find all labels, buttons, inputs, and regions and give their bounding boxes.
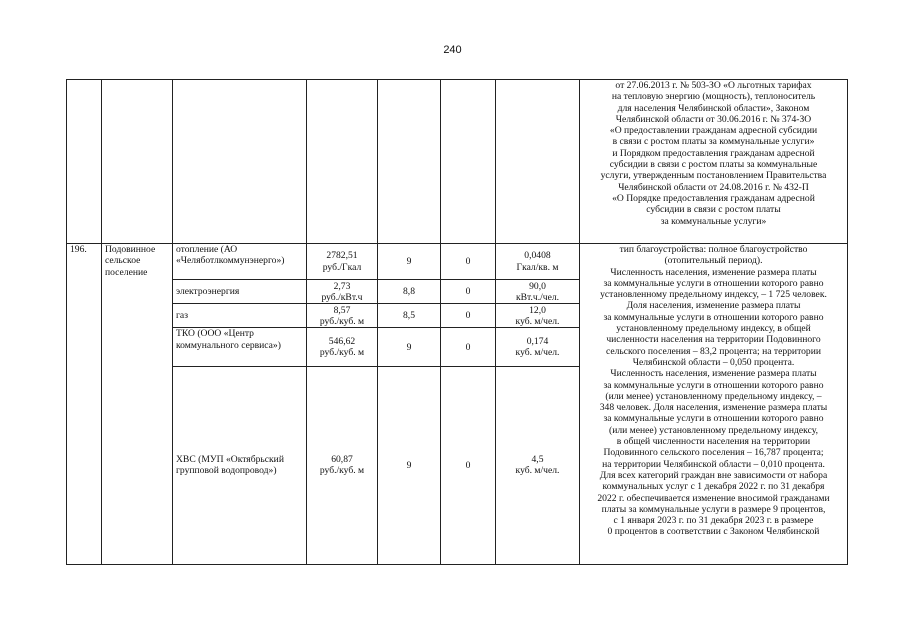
tariff-cell	[307, 304, 378, 328]
legal-line: услуги, утвержденным постановлением Правительства	[600, 170, 827, 182]
tariff-cell	[307, 244, 378, 280]
desc-line: Доля населения, изменение размера платы	[626, 300, 801, 312]
norm-value: 4,5	[531, 454, 544, 466]
index-value: 9	[378, 244, 441, 280]
desc-line: платы за коммунальные услуги в размере 9 процентов,	[601, 503, 826, 515]
tariff-unit: руб./куб. м	[319, 315, 365, 327]
desc-line: численности населения на территории Подовинного	[606, 334, 821, 346]
norm-unit: куб. м/чел.	[515, 465, 560, 477]
legal-line: на тепловую энергию (мощность), теплоноситель	[611, 91, 816, 103]
table-row	[67, 244, 848, 280]
legal-line: от 27.06.2013 г. № 503-ЗО «О льготных тарифах	[615, 80, 812, 91]
index-value: 9	[378, 328, 441, 366]
zero-value: 0	[441, 328, 496, 366]
desc-line: с 1 января 2023 г. по 31 декабря 2023 г. в размере	[613, 515, 814, 527]
desc-line: тип благоустройства: полное благоустройство	[619, 244, 808, 255]
service-name: отопление (АО «Челяботлкоммунэнерго»)	[173, 244, 307, 280]
desc-line: Численность населения, изменение размера платы	[610, 368, 817, 380]
desc-line: (или менее) установленному предельному индексу,	[609, 424, 818, 436]
norm-value: 12,0	[529, 304, 546, 316]
desc-line: Челябинской области – 0,050 процента.	[632, 356, 795, 368]
description-text	[582, 244, 845, 564]
service-name: электроэнергия	[173, 280, 307, 304]
service-name: ТКО (ООО «Центр коммунального сервиса»)	[173, 328, 307, 366]
tariff-value: 546,62	[328, 335, 356, 347]
norm-cell	[496, 244, 580, 280]
tariff-table	[66, 79, 848, 565]
desc-line: Подовинного сельского поселения – 16,787 процента;	[603, 447, 824, 459]
desc-line: (отопительный период).	[664, 255, 763, 267]
desc-line: сельского поселения – 83,2 процента; на территории	[605, 345, 821, 357]
tariff-value: 8,57	[333, 304, 351, 316]
legal-line: Челябинской области от 30.06.2016 г. № 374-ЗО	[615, 113, 812, 125]
desc-line: за коммунальные услуги в отношении которого равно	[603, 379, 824, 391]
norm-unit: куб. м/чел.	[515, 347, 560, 359]
desc-line: Численность населения, изменение размера платы	[610, 266, 817, 278]
description-cell	[580, 244, 848, 565]
norm-unit: кВт.ч./чел.	[515, 291, 560, 303]
index-value: 9	[378, 366, 441, 564]
tariff-cell	[307, 280, 378, 304]
zero-value: 0	[441, 304, 496, 328]
desc-line: Для всех категорий граждан вне зависимости от набора	[599, 469, 828, 481]
tariff-unit: руб./Гкал	[322, 261, 362, 273]
norm-cell	[496, 304, 580, 328]
desc-line: 0 процентов в соответствии с Законом Челябинской	[607, 526, 820, 538]
index-value: 8,8	[378, 280, 441, 304]
desc-line: коммунальных услуг с 1 декабря 2022 г. по 31 декабря	[602, 481, 825, 493]
page-number: 240	[443, 44, 462, 56]
desc-line: установленному предельному индексу, – 1 725 человек.	[600, 289, 827, 301]
norm-value: 0,174	[526, 335, 549, 347]
zero-value: 0	[441, 280, 496, 304]
norm-value: 90,0	[529, 280, 546, 292]
tariff-unit: руб./кВт.ч	[321, 291, 363, 303]
norm-unit: Гкал/кв. м	[516, 261, 559, 273]
norm-cell	[496, 280, 580, 304]
legal-line: для населения Челябинской области», Законом	[617, 102, 810, 114]
norm-cell	[496, 366, 580, 564]
tariff-value: 60,87	[331, 454, 353, 466]
zero-value: 0	[441, 366, 496, 564]
desc-line: в общей численности населения на территории	[616, 436, 811, 448]
legal-line: за коммунальные услуги»	[660, 215, 767, 227]
tariff-unit: руб./куб. м	[319, 347, 365, 359]
norm-unit: куб. м/чел.	[515, 315, 560, 327]
desc-line: 348 человек. Доля населения, изменение размера платы	[599, 402, 828, 414]
tariff-unit: руб./куб. м	[319, 465, 365, 477]
settlement-name: Подовинное сельское поселение	[102, 244, 173, 565]
norm-cell	[496, 328, 580, 366]
norm-value: 0,0408	[524, 250, 551, 262]
tariff-cell	[307, 366, 378, 564]
desc-line: установленному предельному индексу, в общей	[616, 323, 811, 335]
legal-line: в связи с ростом платы за коммунальные услуги»	[612, 136, 815, 148]
legal-line: субсидии в связи с ростом платы	[646, 204, 781, 216]
desc-line: за коммунальные услуги в отношении которого равно	[603, 277, 824, 289]
desc-line: на территории Челябинской области – 0,010 процента.	[602, 458, 825, 470]
service-name: ХВС (МУП «Октябрьский групповой водопровод»)	[173, 366, 307, 564]
continuation-row	[67, 80, 848, 244]
tariff-value: 2,73	[333, 280, 351, 292]
tariff-cell	[307, 328, 378, 366]
service-name: газ	[173, 304, 307, 328]
legal-line: субсидии в связи с ростом платы за коммунальные	[609, 159, 818, 171]
desc-line: (или менее) установленному предельному индексу, –	[605, 390, 822, 402]
desc-line: за коммунальные услуги в отношении которого равно	[603, 311, 824, 323]
legal-line: «О предоставлении гражданам адресной субсидии	[609, 125, 818, 137]
legal-line: «О Порядке предоставления гражданам адресной	[612, 192, 815, 204]
entry-number: 196.	[67, 244, 102, 565]
zero-value: 0	[441, 244, 496, 280]
legal-line: Челябинской области от 24.08.2016 г. № 432-П	[618, 181, 809, 193]
desc-line: 2022 г. обеспечивается изменение вносимой гражданами	[597, 492, 830, 504]
index-value: 8,5	[378, 304, 441, 328]
legal-line: и Порядком предоставления гражданам адресной	[612, 147, 815, 159]
tariff-value: 2782,51	[326, 250, 358, 262]
legal-text-cell	[580, 80, 848, 244]
desc-line: за коммунальные услуги в отношении которого равно	[603, 413, 824, 425]
